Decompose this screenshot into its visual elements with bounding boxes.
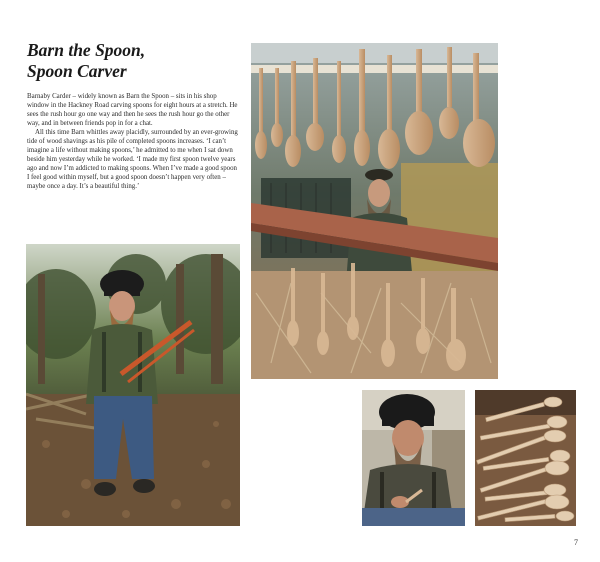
title-line-1: Barn the Spoon, (27, 40, 146, 60)
body-paragraph-2: All this time Barn whittles away placidly, surrounded by an ever-growing tide of wood shavings as his pile of completed spoons increases. ‘I can’t imagine a life without making spoons,’ he admitted to me when I sat down beside him yesterday while he worked. ‘I made my first spoon twelve years ago and now I’m addicted to making spoons. When I’ve made a good spoon I feel good within myself, but a good spoon doesn’t happen very often – maybe once a day. It’s a beautiful thing.’ (27, 129, 238, 191)
page-number: 7 (574, 538, 578, 547)
woodland-portrait-photo (26, 244, 240, 526)
spoon-pile-photo (475, 390, 576, 526)
article-title (27, 40, 237, 82)
carver-closeup-photo (362, 390, 465, 526)
shop-window-photo (251, 43, 498, 379)
title-line-2: Spoon Carver (27, 61, 127, 81)
body-paragraph-1: Barnaby Carder – widely known as Barn the Spoon – sits in his shop window in the Hackney Road carving spoons for eight hours at a stretch. He sees the rush hour go one way and then he sees the rush hour go the other way, and in between friends pop in for a chat. (27, 93, 238, 128)
article-body (27, 92, 239, 192)
